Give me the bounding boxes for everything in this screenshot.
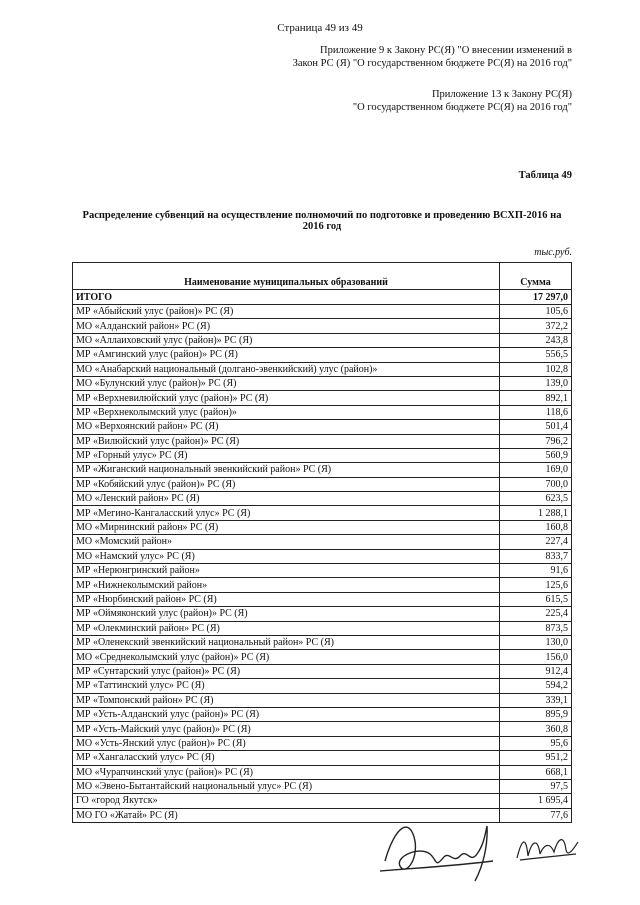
municipality-name: МО «Мирнинский район» РС (Я) [73,520,500,534]
municipality-name: МО «Анабарский национальный (долгано-эвенкийский) улус (район)» [73,362,500,376]
table-row [73,765,572,779]
municipality-name: МР «Мегино-Кангаласский улус» РС (Я) [73,506,500,520]
subsidy-amount: 339,1 [500,693,572,707]
table-row [73,679,572,693]
municipality-name: МР «Оймяконский улус (район)» РС (Я) [73,607,500,621]
municipality-name: МР «Оленекский эвенкийский национальный район» РС (Я) [73,635,500,649]
municipality-name: МО «Момский район» [73,535,500,549]
table-row [73,736,572,750]
subsidy-amount: 623,5 [500,492,572,506]
page-number: Страница 49 из 49 [277,22,363,34]
table-row [73,434,572,448]
table-row [73,650,572,664]
municipality-name: МО «Аллаиховский улус (район)» РС (Я) [73,333,500,347]
municipality-name: МО «Ленский район» РС (Я) [73,492,500,506]
municipality-name: МР «Горный улус» РС (Я) [73,448,500,462]
table-row [73,751,572,765]
subsidy-amount: 227,4 [500,535,572,549]
table-row [73,305,572,319]
subsidy-amount: 105,6 [500,305,572,319]
municipality-name: МР «Нюрбинский район» РС (Я) [73,592,500,606]
subsidy-amount: 594,2 [500,679,572,693]
municipality-name: МО «Алданский район» РС (Я) [73,319,500,333]
municipality-name: МО «Намский улус» РС (Я) [73,549,500,563]
municipality-name: МО «Чурапчинский улус (район)» РС (Я) [73,765,500,779]
subsidy-amount: 360,8 [500,722,572,736]
subsidy-amount: 160,8 [500,520,572,534]
appendix-note-1 [272,44,572,70]
subsidy-amount: 1 695,4 [500,794,572,808]
subsidy-amount: 156,0 [500,650,572,664]
table-row [73,448,572,462]
table-row [73,664,572,678]
subsidy-amount: 668,1 [500,765,572,779]
subsidy-amount: 118,6 [500,405,572,419]
table-row [73,707,572,721]
subsidy-amount: 912,4 [500,664,572,678]
signature-1 [375,806,505,886]
municipality-name: МО «Булунский улус (район)» РС (Я) [73,376,500,390]
table-row [73,520,572,534]
subsidy-amount: 951,2 [500,751,572,765]
subsidy-amount: 225,4 [500,607,572,621]
municipality-name: МР «Нижнеколымский район» [73,578,500,592]
municipality-name: МР «Сунтарский улус (район)» РС (Я) [73,664,500,678]
subsidy-amount: 95,6 [500,736,572,750]
subsidy-amount: 130,0 [500,635,572,649]
subsidy-amount: 169,0 [500,463,572,477]
table-row [73,693,572,707]
table-row [73,362,572,376]
table-row [73,722,572,736]
table-row [73,348,572,362]
appendix-note-2 [312,88,572,114]
municipality-name: МО «Среднеколымский улус (район)» РС (Я) [73,650,500,664]
subsidy-amount: 1 288,1 [500,506,572,520]
municipality-name: МР «Верхневилюйский улус (район)» РС (Я) [73,391,500,405]
subsidy-amount: 700,0 [500,477,572,491]
subsidy-amount: 560,9 [500,448,572,462]
table-row [73,607,572,621]
municipality-name: МО ГО «Жатай» РС (Я) [73,808,500,822]
municipality-name: МР «Жиганский национальный эвенкийский район» РС (Я) [73,463,500,477]
table-row [73,506,572,520]
subsidy-table [72,262,572,823]
municipality-name: МР «Усть-Алданский улус (район)» РС (Я) [73,707,500,721]
municipality-name: МО «Эвено-Бытантайский национальный улус» РС (Я) [73,779,500,793]
total-label: ИТОГО [73,290,500,305]
unit-label: тыс.руб. [534,247,572,258]
table-row [73,592,572,606]
subsidy-amount: 102,8 [500,362,572,376]
total-value: 17 297,0 [500,290,572,305]
subsidy-amount: 125,6 [500,578,572,592]
municipality-name: МР «Томпонский район» РС (Я) [73,693,500,707]
table-row [73,477,572,491]
subsidy-amount: 796,2 [500,434,572,448]
subsidy-amount: 556,5 [500,348,572,362]
municipality-name: МР «Нерюнгринский район» [73,564,500,578]
subsidy-amount: 139,0 [500,376,572,390]
municipality-name: МР «Верхнеколымский улус (район)» [73,405,500,419]
subsidy-amount: 615,5 [500,592,572,606]
subsidy-amount: 833,7 [500,549,572,563]
municipality-name: МР «Хангаласский улус» РС (Я) [73,751,500,765]
municipality-name: МО «Верхоянский район» РС (Я) [73,420,500,434]
table-row [73,535,572,549]
table-row [73,621,572,635]
column-header-sum: Сумма [500,263,572,290]
appendix-1-line-1: Приложение 9 к Закону РС(Я) "О внесении изменений в [320,45,572,56]
appendix-1-line-2: Закон РС (Я) "О государственном бюджете РС(Я) на 2016 год" [292,58,572,69]
subsidy-amount: 895,9 [500,707,572,721]
subsidy-amount: 97,5 [500,779,572,793]
table-header-row [73,263,572,290]
municipality-name: МР «Таттинский улус» РС (Я) [73,679,500,693]
table-row [73,420,572,434]
subsidy-amount: 873,5 [500,621,572,635]
municipality-name: МР «Амгинский улус (район)» РС (Я) [73,348,500,362]
table-row [73,564,572,578]
table-row [73,333,572,347]
municipality-name: ГО «город Якутск» [73,794,500,808]
subsidy-amount: 243,8 [500,333,572,347]
appendix-2-line-2: "О государственном бюджете РС(Я) на 2016 год" [352,102,572,113]
municipality-name: МР «Вилюйский улус (район)» РС (Я) [73,434,500,448]
table-row [73,549,572,563]
table-row [73,405,572,419]
subsidy-amount: 892,1 [500,391,572,405]
table-row [73,635,572,649]
municipality-name: МР «Кобяйский улус (район)» РС (Я) [73,477,500,491]
appendix-2-line-1: Приложение 13 к Закону РС(Я) [431,89,572,100]
subsidy-amount: 501,4 [500,420,572,434]
column-header-name: Наименование муниципальных образований [73,263,500,290]
document-title: Распределение субвенций на осуществление полномочий по подготовке и проведению ВСХП-2016 на 2016 год [82,210,562,232]
table-row [73,578,572,592]
table-label: Таблица 49 [518,170,572,181]
subsidy-amount: 372,2 [500,319,572,333]
municipality-name: МР «Олекминский район» РС (Я) [73,621,500,635]
total-row [73,290,572,305]
table-row [73,492,572,506]
municipality-name: МО «Усть-Янский улус (район)» РС (Я) [73,736,500,750]
table-row [73,779,572,793]
table-row [73,319,572,333]
subsidy-amount: 91,6 [500,564,572,578]
signature-2 [512,828,582,868]
table-row [73,376,572,390]
municipality-name: МР «Абыйский улус (район)» РС (Я) [73,305,500,319]
table-row [73,463,572,477]
municipality-name: МР «Усть-Майский улус (район)» РС (Я) [73,722,500,736]
subsidy-amount: 77,6 [500,808,572,822]
table-row [73,391,572,405]
